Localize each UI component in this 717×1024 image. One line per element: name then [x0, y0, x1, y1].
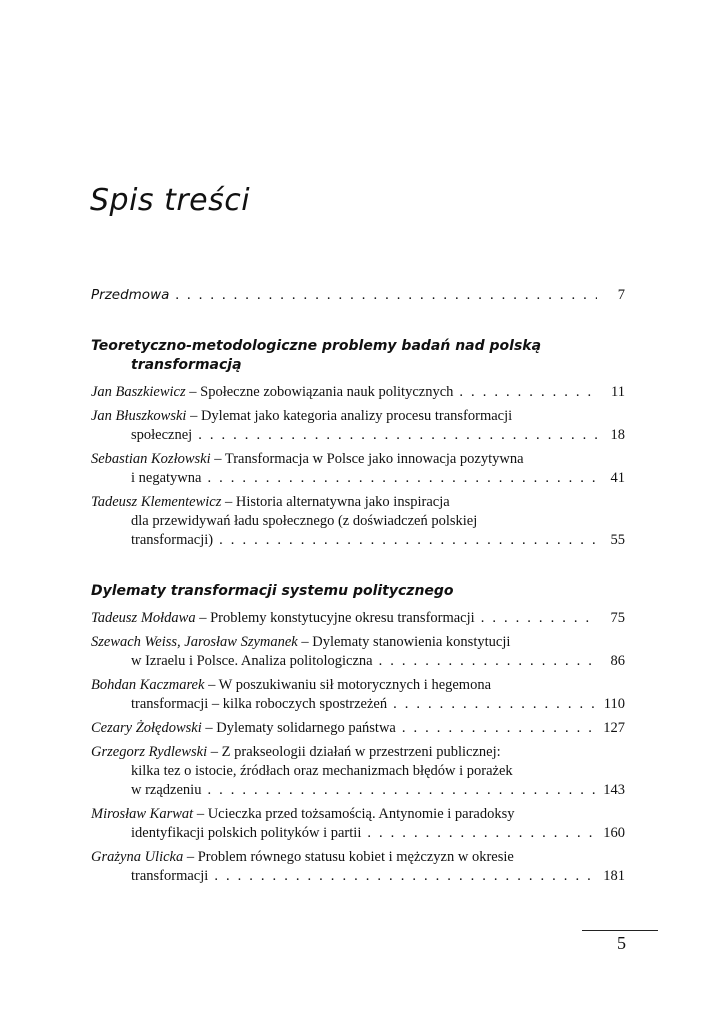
footer-rule — [582, 930, 658, 931]
entry-author: Bohdan Kaczmarek — [91, 677, 205, 693]
section-heading-line: Dylematy transformacji systemu politycznego — [91, 583, 454, 599]
section-heading-line: Teoretyczno-metodologiczne problemy badań nad polską — [91, 338, 542, 354]
entry-title-line: transformacji — [131, 868, 209, 884]
entry-title-line: – Problem równego statusu kobiet i mężczyzn w okresie — [183, 849, 514, 865]
entry-text — [91, 383, 453, 402]
entry-title-line: kilka tez o istocie, źródłach oraz mechanizmach błędów i porażek — [131, 763, 513, 779]
entry-title-line: – Problemy konstytucyjne okresu transformacji — [195, 610, 475, 626]
page-number: 127 — [603, 720, 625, 736]
dot-leader — [219, 531, 597, 550]
entry-text — [91, 677, 491, 693]
entry-text — [91, 634, 510, 650]
entry-text — [91, 408, 512, 424]
entry-title-line: w rządzeniu — [131, 782, 202, 798]
toc-entry[interactable] — [91, 743, 625, 800]
spacer — [91, 310, 625, 337]
toc-entry[interactable] — [91, 493, 625, 550]
toc-entry[interactable] — [91, 633, 625, 671]
spacer — [91, 375, 625, 383]
entry-text — [131, 531, 213, 550]
entry-title-line: – Społeczne zobowiązania nauk politycznych — [185, 384, 454, 400]
dot-leader — [207, 781, 597, 800]
toc-entry[interactable] — [91, 383, 625, 402]
spacer — [91, 555, 625, 582]
entry-author: Mirosław Karwat — [91, 806, 194, 822]
page-number: 86 — [610, 653, 625, 669]
entry-title-line: – W poszukiwaniu sił motorycznych i hegemona — [204, 677, 492, 693]
entry-text — [131, 867, 208, 886]
toc-entry-preface[interactable] — [91, 286, 625, 305]
dot-leader — [175, 286, 597, 305]
entry-text — [131, 652, 373, 671]
table-of-contents — [91, 286, 625, 891]
dot-leader — [214, 867, 597, 886]
entry-text — [131, 513, 477, 529]
preface-label: Przedmowa — [91, 287, 170, 303]
dot-leader — [481, 609, 597, 628]
dot-leader — [198, 426, 597, 445]
entry-title-line: – Dylematy solidarnego państwa — [201, 720, 396, 736]
entry-title-line: w Izraelu i Polsce. Analiza politologiczna — [131, 653, 373, 669]
entry-author: Jan Baszkiewicz — [91, 384, 186, 400]
page-number: 41 — [610, 470, 625, 486]
dot-leader — [393, 695, 597, 714]
entry-author: Cezary Żołędowski — [91, 720, 202, 736]
page-title: Spis treści — [90, 183, 251, 218]
entry-title-line: – Ucieczka przed tożsamością. Antynomie i paradoksy — [193, 806, 515, 822]
section-heading — [91, 337, 625, 375]
entry-text — [91, 806, 515, 822]
entry-title-line: i negatywna — [131, 470, 202, 486]
section-heading-line: transformacją — [131, 357, 242, 373]
dot-leader — [379, 652, 597, 671]
page-number: 110 — [603, 696, 625, 712]
page-number: 143 — [603, 782, 625, 798]
page-number: 181 — [603, 868, 625, 884]
entry-author: Tadeusz Mołdawa — [91, 610, 196, 626]
entry-author: Sebastian Kozłowski — [91, 451, 211, 467]
entry-title-line: – Z prakseologii działań w przestrzeni publicznej: — [207, 744, 501, 760]
section-heading — [91, 582, 625, 601]
entry-title-line: – Historia alternatywna jako inspiracja — [221, 494, 450, 510]
entry-title-line: dla przewidywań ładu społecznego (z doświadczeń polskiej — [131, 513, 478, 529]
entry-text — [131, 469, 201, 488]
entry-author: Tadeusz Klementewicz — [91, 494, 222, 510]
entry-text — [91, 609, 475, 628]
entry-title-line: – Dylematy stanowienia konstytucji — [297, 634, 511, 650]
toc-entry[interactable] — [91, 609, 625, 628]
entry-title-line: transformacji – kilka roboczych spostrzeżeń — [131, 696, 388, 712]
page-number: 18 — [610, 427, 625, 443]
dot-leader — [402, 719, 597, 738]
entry-text — [91, 451, 524, 467]
entry-text — [131, 781, 201, 800]
entry-text — [131, 695, 387, 714]
entry-text — [91, 719, 396, 738]
toc-entry[interactable] — [91, 805, 625, 843]
page-number: 160 — [603, 825, 625, 841]
toc-sections — [91, 337, 625, 886]
dot-leader — [207, 469, 597, 488]
page-number: 11 — [611, 384, 625, 400]
entry-text — [91, 849, 514, 865]
entry-title-line: – Transformacja w Polsce jako innowacja pozytywna — [210, 451, 524, 467]
entry-text — [131, 426, 192, 445]
dot-leader — [367, 824, 597, 843]
page-number: 75 — [610, 610, 625, 626]
page-folio: 5 — [617, 933, 626, 953]
entry-text — [131, 824, 361, 843]
entry-text — [131, 763, 513, 779]
toc-entry[interactable] — [91, 719, 625, 738]
toc-entry[interactable] — [91, 676, 625, 714]
entry-text — [91, 494, 450, 510]
entry-author: Grzegorz Rydlewski — [91, 744, 208, 760]
entry-title-line: identyfikacji polskich polityków i partii — [131, 825, 362, 841]
toc-entry[interactable] — [91, 407, 625, 445]
toc-entry[interactable] — [91, 848, 625, 886]
toc-entry[interactable] — [91, 450, 625, 488]
entry-author: Grażyna Ulicka — [91, 849, 184, 865]
dot-leader — [459, 383, 597, 402]
page-number: 7 — [617, 287, 625, 303]
entry-author: Jan Błuszkowski — [91, 408, 187, 424]
page-number: 55 — [610, 532, 625, 548]
spacer — [91, 601, 625, 609]
entry-author: Szewach Weiss, Jarosław Szymanek — [91, 634, 298, 650]
entry-title-line: transformacji) — [131, 532, 214, 548]
entry-title-line: – Dylemat jako kategoria analizy procesu transformacji — [186, 408, 513, 424]
entry-title-line: społecznej — [131, 427, 193, 443]
entry-text — [91, 744, 501, 760]
